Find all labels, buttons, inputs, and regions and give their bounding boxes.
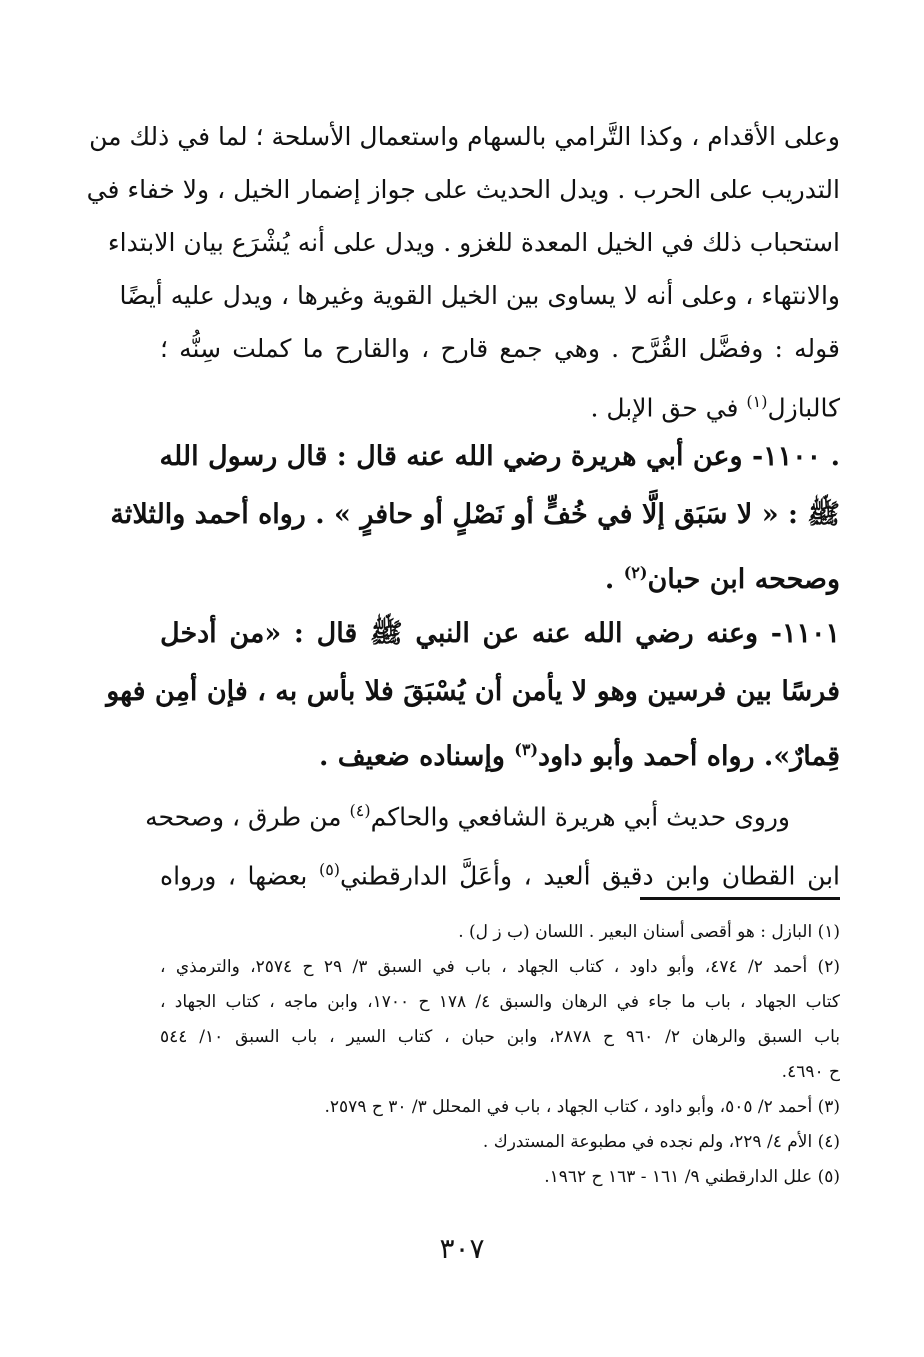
footnote-marker: (١) <box>746 392 768 411</box>
footnote-2-cont: ح ٤٦٩٠. <box>781 1062 840 1082</box>
footnote-3: (٣) أحمد ٢/ ٥٠٥، وأبو داود ، كتاب الجهاد ، باب في المحلل ٣/ ٣٠ ح ٢٥٧٩. <box>324 1097 840 1117</box>
text-line: والانتهاء ، وعلى أنه لا يساوى بين الخيل القوية وغيرها ، ويدل عليه أيضًا <box>119 281 840 310</box>
text-line: كالبازل$^{(١)}$ في حق الإبل . <box>590 392 840 423</box>
footnote-separator <box>640 897 840 900</box>
footnotes <box>160 915 840 1195</box>
footnote-5: (٥) علل الدارقطني ٩/ ١٦١ - ١٦٣ ح ١٩٦٢. <box>544 1167 840 1187</box>
footnote-marker: (٢) <box>623 563 648 582</box>
footnote-2: (٢) أحمد ٢/ ٤٧٤، وأبو داود ، كتاب الجهاد ، باب في السبق ٣/ ٢٩ ح ٢٥٧٤، والترمذي ، <box>160 957 840 977</box>
footnote-4: (٤) الأم ٤/ ٢٢٩، ولم نجده في مطبوعة المستدرك . <box>482 1132 840 1152</box>
footnote-marker: (٤) <box>349 801 371 820</box>
text-line: استحباب ذلك في الخيل المعدة للغزو . ويدل على أنه يُشْرَع بيان الابتداء <box>107 228 840 257</box>
hadith-line: فرسًا بين فرسين وهو لا يأمن أن يُسْبَقَ فلا بأس به ، فإن أمِن فهو <box>106 676 840 707</box>
hadith-line: قِمارٌ». رواه أحمد وأبو داود$^{(٣)}$ وإسناده ضعيف . <box>318 740 840 772</box>
hadith-line: وصححه ابن حبان$^{(٢)}$ . <box>604 563 840 595</box>
footnote-2-cont: كتاب الجهاد ، باب ما جاء في الرهان والسبق ٤/ ١٧٨ ح ١٧٠٠، وابن ماجه ، كتاب الجهاد ، <box>160 992 841 1012</box>
commentary-paragraph <box>86 110 840 434</box>
page-number: ٣٠٧ <box>439 1232 485 1265</box>
footnote-marker: (٣) <box>514 740 539 759</box>
footnote-1: (١) البازل : هو أقصى أسنان البعير . اللسان (ب ز ل) . <box>458 922 840 942</box>
hadith-1100 <box>110 428 840 609</box>
hadith-1101 <box>106 605 840 786</box>
commentary-paragraph-2 <box>145 784 841 903</box>
text-line: التدريب على الحرب . ويدل الحديث على جواز إضمار الخيل ، ولا خفاء في <box>86 175 840 204</box>
text-line: وروى حديث أبي هريرة الشافعي والحاكم$^{(٤)}$ من طرق ، وصححه <box>145 801 790 832</box>
footnote-marker: (٥) <box>318 860 341 880</box>
hadith-line: ﷺ : « لا سَبَق إلَّا في خُفٍّ أو نَصْلٍ أو حافرٍ » . رواه أحمد والثلاثة <box>110 499 840 530</box>
text-line: قوله : وفضَّل القُرَّح . وهي جمع قارح ، والقارح ما كملت سِنُّه ؛ <box>160 334 840 363</box>
text-line: وعلى الأقدام ، وكذا التَّرامي بالسهام واستعمال الأسلحة ؛ لما في ذلك من <box>89 122 840 151</box>
hadith-line: ١١٠١- وعنه رضي الله عنه عن النبي ﷺ قال : «من أدخل <box>160 618 840 649</box>
hadith-line: . ١١٠٠- وعن أبي هريرة رضي الله عنه قال : قال رسول الله <box>159 441 840 472</box>
footnote-2-cont: باب السبق والرهان ٢/ ٩٦٠ ح ٢٨٧٨، وابن حبان ، كتاب السير ، باب السبق ١٠/ ٥٤٤ <box>160 1027 841 1047</box>
text-line: ابن القطان وابن دقيق ألعيد ، وأعَلَّ الدارقطني$^{(٥)}$ بعضها ، ورواه <box>160 860 841 891</box>
